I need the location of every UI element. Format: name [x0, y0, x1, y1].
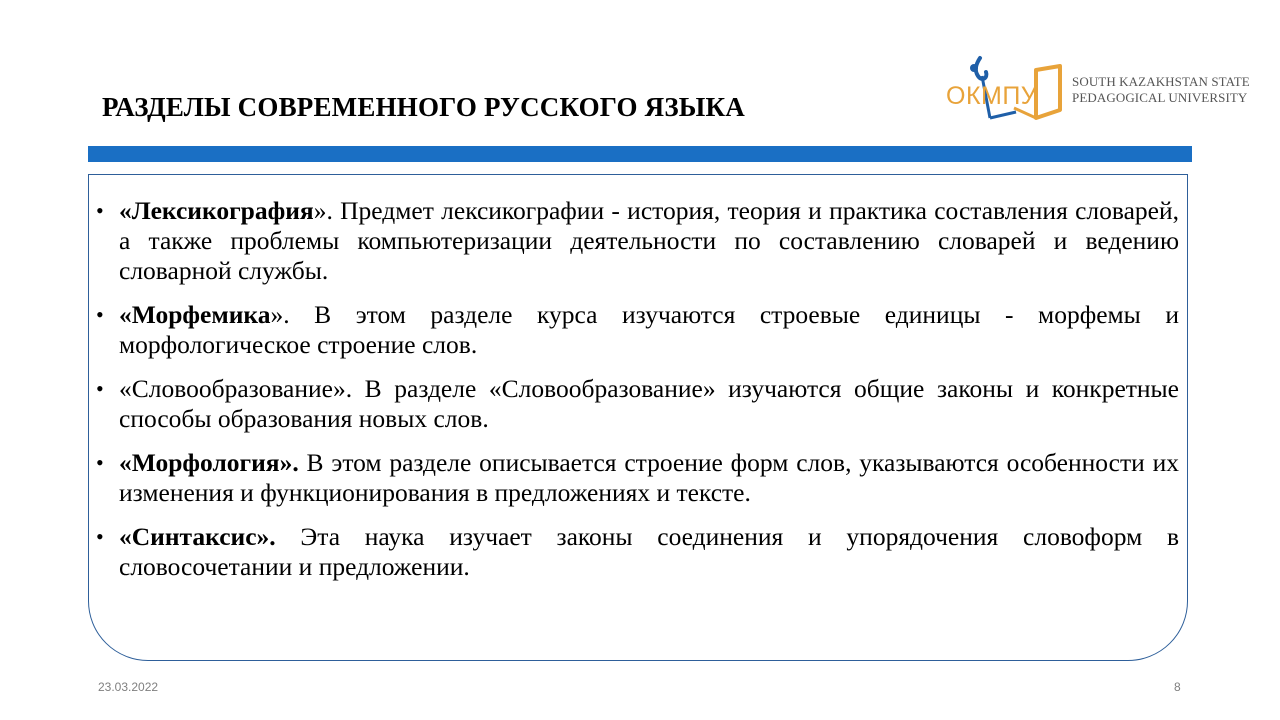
title-accent-bar [88, 146, 1192, 162]
list-item [96, 374, 1179, 434]
list-item [96, 522, 1179, 582]
bullet-term: «Морфемика [119, 300, 271, 329]
list-item [96, 448, 1179, 508]
bullet-icon: • [96, 524, 104, 549]
bullet-icon: • [96, 376, 104, 401]
logo-abbreviation: ОКМПУ [946, 82, 1038, 110]
bullet-text: Эта наука изучает законы соединения и упорядочения словоформ в словосочетании и предложении. [119, 522, 1179, 581]
bullet-icon: • [96, 198, 104, 223]
list-item [96, 300, 1179, 360]
bullet-term: «Морфология». [119, 448, 299, 477]
list-item [96, 196, 1179, 286]
bullet-term: «Лексикография [119, 196, 314, 225]
logo-name-line-1: SOUTH KAZAKHSTAN STATE [1072, 74, 1250, 89]
bullet-list [96, 196, 1179, 596]
footer-date: 23.03.2022 [98, 680, 159, 694]
bullet-icon: • [96, 302, 104, 327]
bullet-term: «Синтаксис». [119, 522, 276, 551]
bullet-icon: • [96, 450, 104, 475]
bullet-text: ». В этом разделе курса изучаются строевые единицы - морфемы и морфологическое строение слов. [119, 300, 1179, 359]
page-number: 8 [1174, 680, 1181, 694]
bullet-text: «Словообразование». В разделе «Словообразование» изучаются общие законы и конкретные способы образования новых слов. [119, 374, 1179, 433]
logo-university-name [1072, 74, 1250, 106]
bullet-text: ». Предмет лексикографии - история, теория и практика составления словарей, а также проблемы компьютеризации деятельности по составлению словарей и ведению словарной службы. [119, 196, 1179, 285]
bullet-text: В этом разделе описывается строение форм слов, указываются особенности их изменения и функционирования в предложениях и тексте. [119, 448, 1179, 507]
logo-name-line-2: PEDAGOGICAL UNIVERSITY [1072, 90, 1248, 105]
university-logo [940, 48, 1270, 132]
slide-title: РАЗДЕЛЫ СОВРЕМЕННОГО РУССКОГО ЯЗЫКА [102, 92, 745, 122]
